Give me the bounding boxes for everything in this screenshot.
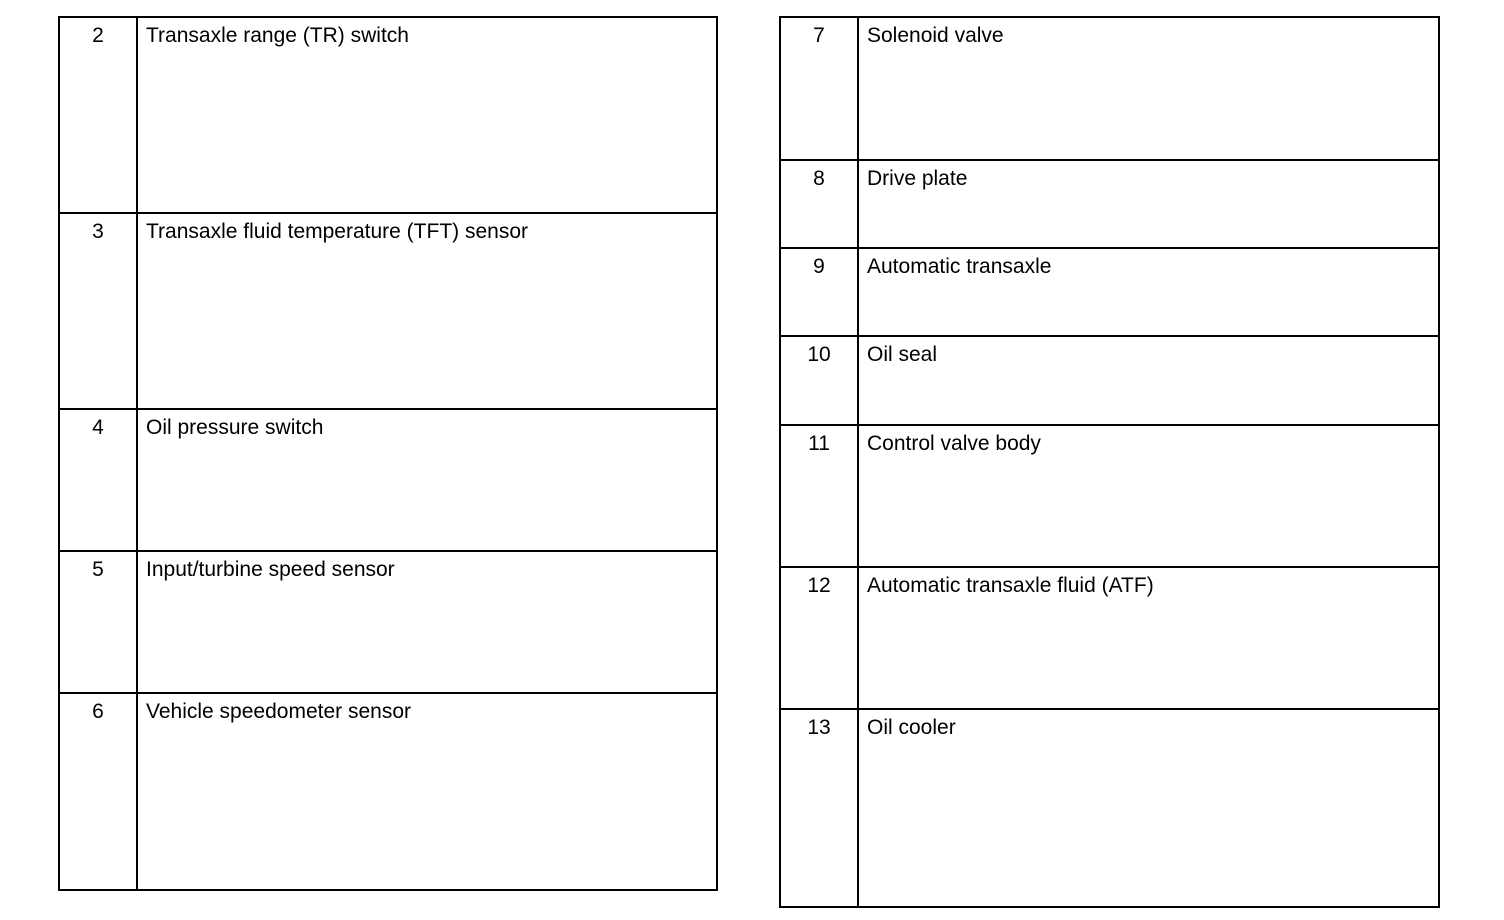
table-row — [780, 248, 1439, 336]
item-number: 6 — [59, 693, 137, 890]
table-row — [59, 551, 717, 693]
item-number: 2 — [59, 17, 137, 213]
item-number: 10 — [780, 336, 858, 425]
item-number: 11 — [780, 425, 858, 567]
table-row — [59, 213, 717, 409]
item-number: 7 — [780, 17, 858, 160]
item-number: 9 — [780, 248, 858, 336]
item-label: Oil cooler — [858, 709, 1439, 907]
table-row — [780, 336, 1439, 425]
item-number: 3 — [59, 213, 137, 409]
table-row — [780, 425, 1439, 567]
item-label: Oil pressure switch — [137, 409, 717, 551]
item-label: Solenoid valve — [858, 17, 1439, 160]
item-label: Transaxle fluid temperature (TFT) sensor — [137, 213, 717, 409]
legend-table-right — [779, 16, 1440, 908]
item-label: Vehicle speedometer sensor — [137, 693, 717, 890]
table-row — [780, 17, 1439, 160]
item-label: Transaxle range (TR) switch — [137, 17, 717, 213]
item-number: 12 — [780, 567, 858, 709]
item-number: 13 — [780, 709, 858, 907]
legend-table-left — [58, 16, 718, 891]
item-label: Automatic transaxle fluid (ATF) — [858, 567, 1439, 709]
table-row — [59, 693, 717, 890]
table-row — [780, 160, 1439, 248]
item-label: Control valve body — [858, 425, 1439, 567]
item-label: Oil seal — [858, 336, 1439, 425]
table-row — [780, 567, 1439, 709]
item-number: 8 — [780, 160, 858, 248]
table-row — [59, 409, 717, 551]
item-number: 4 — [59, 409, 137, 551]
table-row — [780, 709, 1439, 907]
item-label: Automatic transaxle — [858, 248, 1439, 336]
item-label: Input/turbine speed sensor — [137, 551, 717, 693]
item-number: 5 — [59, 551, 137, 693]
item-label: Drive plate — [858, 160, 1439, 248]
table-row — [59, 17, 717, 213]
